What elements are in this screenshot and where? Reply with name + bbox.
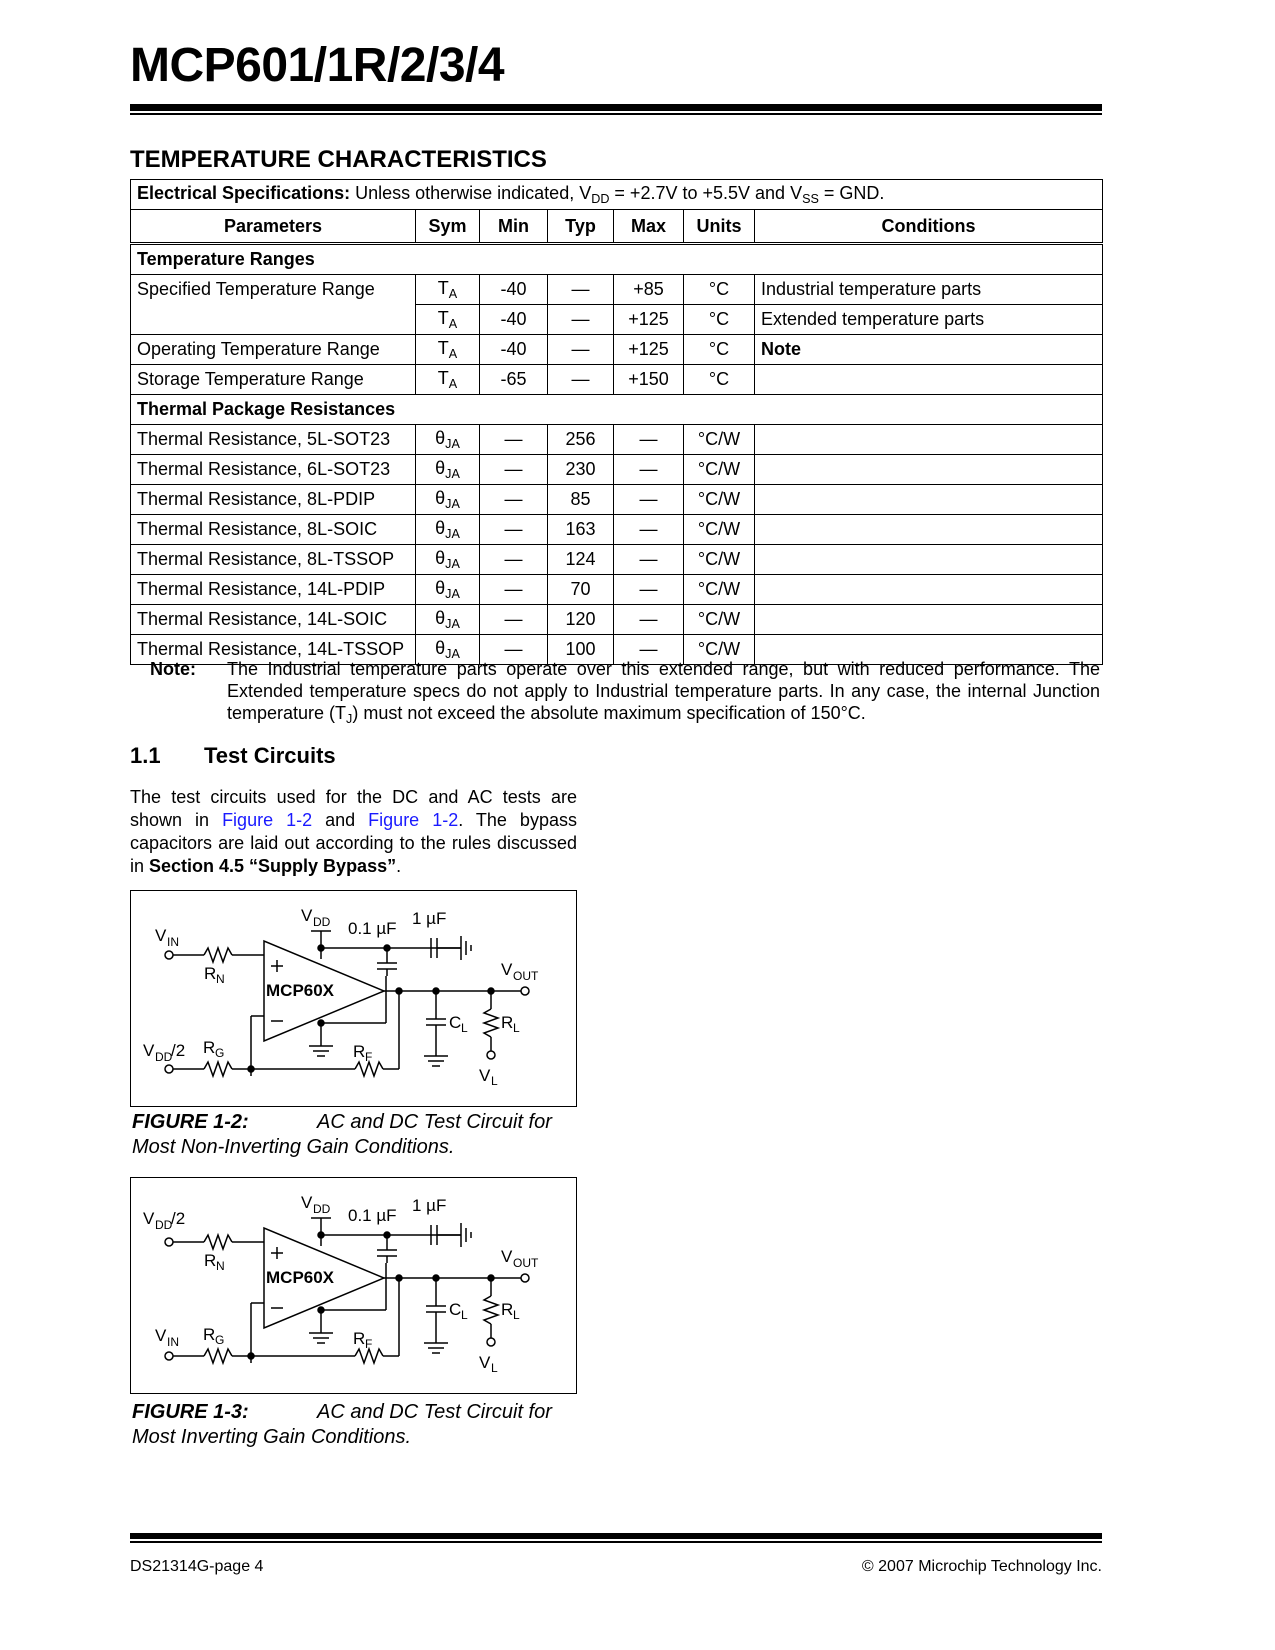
vdd-label: V xyxy=(301,906,313,925)
vout-label: V xyxy=(501,1247,513,1266)
units-cell: °C xyxy=(684,365,755,395)
header-rule-thin xyxy=(130,113,1102,115)
sym-cell xyxy=(416,455,480,485)
units-cell: °C xyxy=(684,335,755,365)
electrical-spec-text: Unless otherwise indicated, V xyxy=(350,183,592,203)
figure-1-2-caption xyxy=(132,1110,582,1160)
resistor-rg xyxy=(204,1349,232,1363)
section-reference: Section 4.5 “Supply Bypass” xyxy=(149,856,397,876)
electrical-spec-label: Electrical Specifications: xyxy=(137,183,351,203)
conditions-cell xyxy=(755,515,1103,545)
conditions-cell-note-link[interactable]: Note xyxy=(755,335,1103,365)
rf-label-sub: F xyxy=(365,1337,373,1351)
sym-text: T xyxy=(437,308,449,328)
sym-text: θ xyxy=(435,578,446,598)
typ-cell: 100 xyxy=(548,635,614,665)
param-cell: Thermal Resistance, 14L-TSSOP xyxy=(131,635,416,665)
rl-label-sub: L xyxy=(513,1308,520,1322)
sym-cell xyxy=(416,515,480,545)
paragraph-text: . The bypass capacitors are laid out according to the rules discussed in xyxy=(130,810,577,876)
max-cell: — xyxy=(614,515,684,545)
rn-label: R xyxy=(204,964,217,983)
sym-text: θ xyxy=(435,638,446,658)
rg-label-sub: G xyxy=(215,1046,225,1060)
page-number: DS21314G-page 4 xyxy=(130,1558,264,1575)
typ-cell: 230 xyxy=(548,455,614,485)
typ-cell: — xyxy=(548,305,614,335)
sym-cell xyxy=(416,485,480,515)
table-row xyxy=(131,275,1103,305)
col-header: Min xyxy=(480,210,548,244)
amp-label: MCP60X xyxy=(266,981,335,1000)
figure-link[interactable]: Figure 1-2 xyxy=(222,810,313,830)
rf-label: R xyxy=(353,1042,366,1061)
typ-cell: 85 xyxy=(548,485,614,515)
resistor-rg xyxy=(204,1062,232,1076)
max-cell: +85 xyxy=(614,275,684,305)
sym-sub: JA xyxy=(445,557,460,571)
rl-label: R xyxy=(501,1013,514,1032)
group-row xyxy=(131,244,1103,275)
min-cell: -65 xyxy=(480,365,548,395)
sym-text: T xyxy=(437,338,449,358)
figure-1-3-caption xyxy=(132,1400,582,1450)
units-cell: °C/W xyxy=(684,635,755,665)
param-cell: Thermal Resistance, 5L-SOT23 xyxy=(131,425,416,455)
sym-text: θ xyxy=(435,428,446,448)
typ-cell: 124 xyxy=(548,545,614,575)
resistor-rf xyxy=(355,1062,383,1076)
sym-sub: JA xyxy=(445,497,460,511)
col-header: Parameters xyxy=(131,210,416,244)
subsection-number: 1.1 xyxy=(130,743,161,768)
rf-label-sub: F xyxy=(365,1050,373,1064)
electrical-spec-sub: DD xyxy=(591,192,610,206)
electrical-spec-row xyxy=(131,180,1103,210)
table-row xyxy=(131,515,1103,545)
bottom-input-label: V xyxy=(143,1041,155,1060)
vl-label-sub: L xyxy=(491,1074,498,1088)
conditions-cell: Industrial temperature parts xyxy=(755,275,1103,305)
footer-rule-thin xyxy=(130,1541,1102,1543)
max-cell: — xyxy=(614,485,684,515)
param-cell: Operating Temperature Range xyxy=(131,335,416,365)
max-cell: — xyxy=(614,575,684,605)
col-header: Typ xyxy=(548,210,614,244)
note-text-part: The Industrial temperature parts operate over this extended range, but with reduced performance. The Extended temperature specs do not apply to Industrial temperature parts. In any case, the internal Junction temperature (T xyxy=(227,659,1100,723)
test-circuits-paragraph xyxy=(130,786,577,878)
rg-label: R xyxy=(203,1038,216,1057)
max-cell: — xyxy=(614,425,684,455)
sym-sub: JA xyxy=(445,467,460,481)
col-header: Units xyxy=(684,210,755,244)
conditions-cell xyxy=(755,455,1103,485)
max-cell: — xyxy=(614,545,684,575)
cl-label-sub: L xyxy=(461,1308,468,1322)
vl-label: V xyxy=(479,1353,491,1372)
top-input-suffix: /2 xyxy=(171,1209,186,1228)
max-cell: — xyxy=(614,455,684,485)
units-cell: °C/W xyxy=(684,545,755,575)
param-cell: Thermal Resistance, 8L-PDIP xyxy=(131,485,416,515)
sym-cell xyxy=(416,575,480,605)
sym-sub: A xyxy=(448,377,458,391)
table-row xyxy=(131,485,1103,515)
sym-sub: JA xyxy=(445,437,460,451)
vl-label: V xyxy=(479,1066,491,1085)
max-cell: +150 xyxy=(614,365,684,395)
group-row xyxy=(131,395,1103,425)
footer-rule xyxy=(130,1533,1102,1539)
max-cell: +125 xyxy=(614,335,684,365)
param-cell: Thermal Resistance, 14L-SOIC xyxy=(131,605,416,635)
sym-cell xyxy=(416,545,480,575)
table-header-row xyxy=(131,210,1103,244)
typ-cell: 70 xyxy=(548,575,614,605)
resistor-rn xyxy=(204,1235,232,1249)
figure-label: FIGURE 1-2: xyxy=(132,1111,249,1133)
electrical-spec-sub: SS xyxy=(802,192,819,206)
table-row xyxy=(131,425,1103,455)
units-cell: °C/W xyxy=(684,515,755,545)
typ-cell: 120 xyxy=(548,605,614,635)
sym-text: θ xyxy=(435,518,446,538)
col-header: Max xyxy=(614,210,684,244)
sym-cell xyxy=(416,275,480,305)
sym-sub: A xyxy=(448,347,458,361)
units-cell: °C/W xyxy=(684,605,755,635)
cl-label-sub: L xyxy=(461,1021,468,1035)
vdd-label-sub: DD xyxy=(313,915,331,929)
min-cell: — xyxy=(480,575,548,605)
units-cell: °C xyxy=(684,275,755,305)
max-cell: +125 xyxy=(614,305,684,335)
cap1-label: 0.1 µF xyxy=(348,1206,397,1225)
resistor-rn xyxy=(204,948,232,962)
rl-label: R xyxy=(501,1300,514,1319)
sym-cell xyxy=(416,365,480,395)
group-heading: Temperature Ranges xyxy=(131,244,1103,275)
section-title: TEMPERATURE CHARACTERISTICS xyxy=(130,146,547,173)
note-text xyxy=(227,658,1100,730)
conditions-cell xyxy=(755,425,1103,455)
sym-text: T xyxy=(437,368,449,388)
conditions-cell xyxy=(755,575,1103,605)
max-cell: — xyxy=(614,635,684,665)
bottom-input-suffix: /2 xyxy=(171,1041,186,1060)
cap1-label: 0.1 µF xyxy=(348,919,397,938)
figure-label: FIGURE 1-3: xyxy=(132,1401,249,1423)
figure-caption-text: AC and DC Test Circuit for Most Non-Inverting Gain Conditions. xyxy=(132,1111,552,1158)
rg-label-sub: G xyxy=(215,1333,225,1347)
units-cell: °C/W xyxy=(684,425,755,455)
subsection-title: Test Circuits xyxy=(204,743,336,768)
sym-sub: JA xyxy=(445,527,460,541)
resistor-rl xyxy=(484,1296,498,1324)
table-row xyxy=(131,365,1103,395)
figure-caption-text: AC and DC Test Circuit for Most Inverting Gain Conditions. xyxy=(132,1401,552,1448)
typ-cell: — xyxy=(548,275,614,305)
rn-label-sub: N xyxy=(216,1259,225,1273)
table-row xyxy=(131,605,1103,635)
sym-sub: A xyxy=(448,287,458,301)
input-label: V xyxy=(155,926,167,945)
resistor-rf xyxy=(355,1349,383,1363)
rn-label: R xyxy=(204,1251,217,1270)
min-cell: — xyxy=(480,455,548,485)
conditions-cell xyxy=(755,545,1103,575)
sym-text: θ xyxy=(435,488,446,508)
rn-label-sub: N xyxy=(216,972,225,986)
sym-text: θ xyxy=(435,548,446,568)
electrical-spec-text: = GND. xyxy=(818,183,885,203)
group-heading: Thermal Package Resistances xyxy=(131,395,1103,425)
electrical-spec-text: = +2.7V to +5.5V and V xyxy=(609,183,803,203)
electrical-spec-cell xyxy=(131,180,1103,210)
copyright: © 2007 Microchip Technology Inc. xyxy=(861,1558,1102,1575)
header-rule xyxy=(130,104,1102,111)
col-header: Conditions xyxy=(755,210,1103,244)
vdd-label-sub: DD xyxy=(313,1202,331,1216)
min-cell: -40 xyxy=(480,305,548,335)
conditions-cell: Extended temperature parts xyxy=(755,305,1103,335)
sym-sub: JA xyxy=(445,647,460,661)
figure-1-2-circuit xyxy=(130,890,577,1107)
bottom-input-label: V xyxy=(155,1326,167,1345)
temperature-table xyxy=(130,179,1103,665)
vdd-label: V xyxy=(301,1193,313,1212)
sym-cell xyxy=(416,305,480,335)
table-row xyxy=(131,455,1103,485)
sym-sub: A xyxy=(448,317,458,331)
sym-text: T xyxy=(437,278,449,298)
note-sub: J xyxy=(346,712,353,726)
figure-link[interactable]: Figure 1-2 xyxy=(368,810,459,830)
paragraph-text: . xyxy=(396,856,402,876)
figure-1-3-circuit xyxy=(130,1177,577,1394)
min-cell: — xyxy=(480,485,548,515)
rg-label: R xyxy=(203,1325,216,1344)
min-cell: — xyxy=(480,605,548,635)
sym-sub: JA xyxy=(445,617,460,631)
units-cell: °C/W xyxy=(684,575,755,605)
input-label-sub: IN xyxy=(167,935,179,949)
typ-cell: — xyxy=(548,365,614,395)
cl-label: C xyxy=(449,1300,462,1319)
sym-text: θ xyxy=(435,458,446,478)
sym-text: θ xyxy=(435,608,446,628)
min-cell: — xyxy=(480,515,548,545)
rl-label-sub: L xyxy=(513,1021,520,1035)
subsection-heading xyxy=(130,743,336,769)
conditions-cell xyxy=(755,485,1103,515)
param-cell xyxy=(131,305,416,335)
min-cell: — xyxy=(480,635,548,665)
input-terminal xyxy=(165,951,173,959)
resistor-rl xyxy=(484,1009,498,1037)
circuit-diagram xyxy=(131,1178,576,1393)
cap2-label: 1 µF xyxy=(412,1196,447,1215)
vl-label-sub: L xyxy=(491,1361,498,1375)
bottom-input-sub: DD xyxy=(155,1050,173,1064)
conditions-cell xyxy=(755,605,1103,635)
page-title: MCP601/1R/2/3/4 xyxy=(130,39,505,92)
cap2-label: 1 µF xyxy=(412,909,447,928)
param-cell: Storage Temperature Range xyxy=(131,365,416,395)
sym-cell xyxy=(416,425,480,455)
bottom-input-sub: IN xyxy=(167,1335,179,1349)
max-cell: — xyxy=(614,605,684,635)
paragraph-text: The test circuits used for the DC and AC tests are shown in xyxy=(130,787,577,830)
vout-label-sub: OUT xyxy=(513,1256,539,1270)
min-cell: — xyxy=(480,545,548,575)
col-header: Sym xyxy=(416,210,480,244)
table-row xyxy=(131,305,1103,335)
rf-label: R xyxy=(353,1329,366,1348)
circuit-diagram xyxy=(131,891,576,1106)
min-cell: -40 xyxy=(480,335,548,365)
sym-cell xyxy=(416,605,480,635)
typ-cell: 163 xyxy=(548,515,614,545)
min-cell: — xyxy=(480,425,548,455)
conditions-cell xyxy=(755,365,1103,395)
typ-cell: — xyxy=(548,335,614,365)
sym-sub: JA xyxy=(445,587,460,601)
param-cell: Thermal Resistance, 6L-SOT23 xyxy=(131,455,416,485)
typ-cell: 256 xyxy=(548,425,614,455)
cl-label: C xyxy=(449,1013,462,1032)
vout-label: V xyxy=(501,960,513,979)
note-label: Note: xyxy=(150,659,196,679)
param-cell: Specified Temperature Range xyxy=(131,275,416,305)
min-cell: -40 xyxy=(480,275,548,305)
amp-label: MCP60X xyxy=(266,1268,335,1287)
top-input-sub: DD xyxy=(155,1218,173,1232)
table-row xyxy=(131,545,1103,575)
param-cell: Thermal Resistance, 8L-TSSOP xyxy=(131,545,416,575)
param-cell: Thermal Resistance, 8L-SOIC xyxy=(131,515,416,545)
vout-label-sub: OUT xyxy=(513,969,539,983)
table-row xyxy=(131,335,1103,365)
param-cell: Thermal Resistance, 14L-PDIP xyxy=(131,575,416,605)
table-row xyxy=(131,575,1103,605)
units-cell: °C/W xyxy=(684,455,755,485)
units-cell: °C/W xyxy=(684,485,755,515)
note-text-part: ) must not exceed the absolute maximum specification of 150°C. xyxy=(352,703,866,723)
units-cell: °C xyxy=(684,305,755,335)
top-input-label: V xyxy=(143,1209,155,1228)
paragraph-text: and xyxy=(312,810,369,830)
sym-cell xyxy=(416,335,480,365)
